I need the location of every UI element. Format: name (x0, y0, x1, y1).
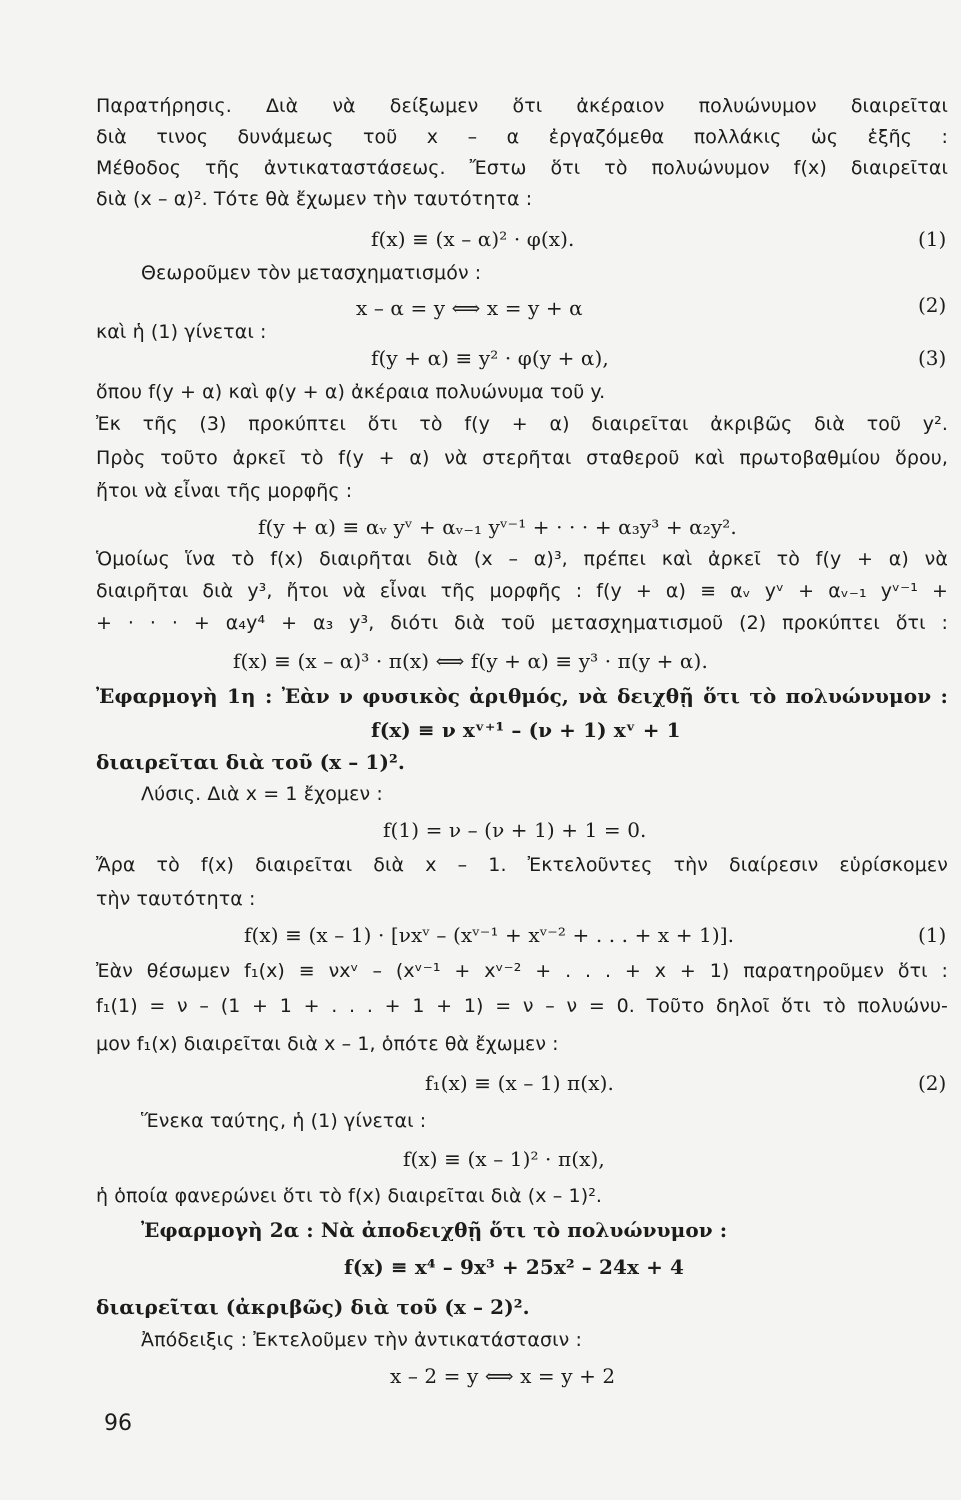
paragraph-line: Ἀπόδειξις : Ἐκτελοῦμεν τὴν ἀντικατάστασιν : (141, 1329, 582, 1351)
equation: f(x) ≡ (x – α)² · φ(x). (371, 227, 575, 251)
equation: f(x) ≡ ν xᵛ⁺¹ – (ν + 1) xᵛ + 1 (371, 718, 681, 742)
page-number: 96 (104, 1411, 132, 1436)
paragraph-line: Ἐὰν θέσωμεν f₁(x) ≡ νxᵛ – (xᵛ⁻¹ + xᵛ⁻² + . . . + x + 1) παρατηροῦμεν ὅτι : (96, 960, 948, 982)
paragraph-line: Ἄρα τὸ f(x) διαιρεῖται διὰ x – 1. Ἐκτελοῦντες τὴν διαίρεσιν εὑρίσκομεν (96, 854, 948, 876)
paragraph-line: + · · · + α₄y⁴ + α₃ y³, διότι διὰ τοῦ μετασχηματισμοῦ (2) προκύπτει ὅτι : (96, 612, 948, 634)
equation: f(y + α) ≡ αᵥ yᵛ + αᵥ₋₁ yᵛ⁻¹ + · · · + α₃y³ + α₂y². (258, 515, 737, 539)
paragraph-line: διαιρεῖται διὰ τοῦ (x – 1)². (96, 750, 405, 774)
paragraph-line: ἤτοι νὰ εἶναι τῆς μορφῆς : (96, 480, 353, 502)
paragraph-line: διαιρῆται διὰ y³, ἤτοι νὰ εἶναι τῆς μορφῆς : f(y + α) ≡ αᵥ yᵛ + αᵥ₋₁ yᵛ⁻¹ + (96, 580, 948, 602)
paragraph-line: Παρατήρησις. Διὰ νὰ δείξωμεν ὅτι ἀκέραιον πολυώνυμον διαιρεῖται (96, 95, 948, 117)
paragraph-line: Ἕνεκα ταύτης, ἡ (1) γίνεται : (141, 1110, 427, 1132)
paragraph-line: Θεωροῦμεν τὸν μετασχηματισμόν : (141, 262, 482, 284)
equation: f(y + α) ≡ y² · φ(y + α), (371, 346, 609, 370)
paragraph-line: καὶ ἡ (1) γίνεται : (96, 321, 267, 343)
equation-number: (1) (918, 227, 947, 251)
equation: f(x) ≡ (x – 1) · [νxᵛ – (xᵛ⁻¹ + xᵛ⁻² + . . . + x + 1)]. (244, 923, 735, 947)
paragraph-line: διαιρεῖται (ἀκριβῶς) διὰ τοῦ (x – 2)². (96, 1295, 530, 1319)
paragraph-line: Πρὸς τοῦτο ἀρκεῖ τὸ f(y + α) νὰ στερῆται σταθεροῦ καὶ πρωτοβαθμίου ὅρου, (96, 447, 948, 469)
paragraph-line: Λύσις. Διὰ x = 1 ἔχομεν : (141, 783, 383, 805)
equation: x – α = y ⟺ x = y + α (356, 296, 583, 320)
paragraph-line: ὅπου f(y + α) καὶ φ(y + α) ἀκέραια πολυώνυμα τοῦ y. (96, 381, 606, 403)
example-heading: Ἐφαρμογὴ 2α : Νὰ ἀποδειχθῇ ὅτι τὸ πολυώνυμον : (141, 1218, 728, 1242)
paragraph-line: ἡ ὁποία φανερώνει ὅτι τὸ f(x) διαιρεῖται διὰ (x – 1)². (96, 1185, 603, 1207)
equation-number: (1) (918, 923, 947, 947)
paragraph-line: μον f₁(x) διαιρεῖται διὰ x – 1, ὁπότε θὰ ἔχωμεν : (96, 1033, 559, 1055)
equation-number: (3) (918, 346, 947, 370)
equation: f(x) ≡ (x – 1)² · π(x), (403, 1147, 605, 1171)
paragraph-line: Ἐκ τῆς (3) προκύπτει ὅτι τὸ f(y + α) διαιρεῖται ἀκριβῶς διὰ τοῦ y². (96, 413, 948, 435)
equation: f₁(x) ≡ (x – 1) π(x). (425, 1071, 614, 1095)
equation: f(1) = ν – (ν + 1) + 1 = 0. (383, 818, 647, 842)
paragraph-line: Ὁμοίως ἵνα τὸ f(x) διαιρῆται διὰ (x – α)³, πρέπει καὶ ἀρκεῖ τὸ f(y + α) νὰ (96, 548, 948, 570)
paragraph-line: διὰ (x – α)². Τότε θὰ ἔχωμεν τὴν ταυτότητα : (96, 188, 533, 210)
paragraph-line: Μέθοδος τῆς ἀντικαταστάσεως. Ἔστω ὅτι τὸ πολυώνυμον f(x) διαιρεῖται (96, 157, 948, 179)
equation-number: (2) (918, 1071, 947, 1095)
example-heading: Ἐφαρμογὴ 1η : Ἐὰν ν φυσικὸς ἀριθμός, νὰ δειχθῇ ὅτι τὸ πολυώνυμον : (96, 684, 948, 708)
equation: f(x) ≡ x⁴ – 9x³ + 25x² – 24x + 4 (344, 1255, 685, 1279)
paragraph-line: διὰ τινος δυνάμεως τοῦ x – α ἐργαζόμεθα πολλάκις ὡς ἑξῆς : (96, 126, 948, 148)
paragraph-line: f₁(1) = ν – (1 + 1 + . . . + 1 + 1) = ν – ν = 0. Τοῦτο δηλοῖ ὅτι τὸ πολυώνυ- (96, 995, 948, 1017)
equation: f(x) ≡ (x – α)³ · π(x) ⟺ f(y + α) ≡ y³ · π(y + α). (233, 649, 708, 673)
equation: x – 2 = y ⟺ x = y + 2 (390, 1364, 616, 1388)
paragraph-line: τὴν ταυτότητα : (96, 888, 256, 910)
equation-number: (2) (918, 293, 947, 317)
